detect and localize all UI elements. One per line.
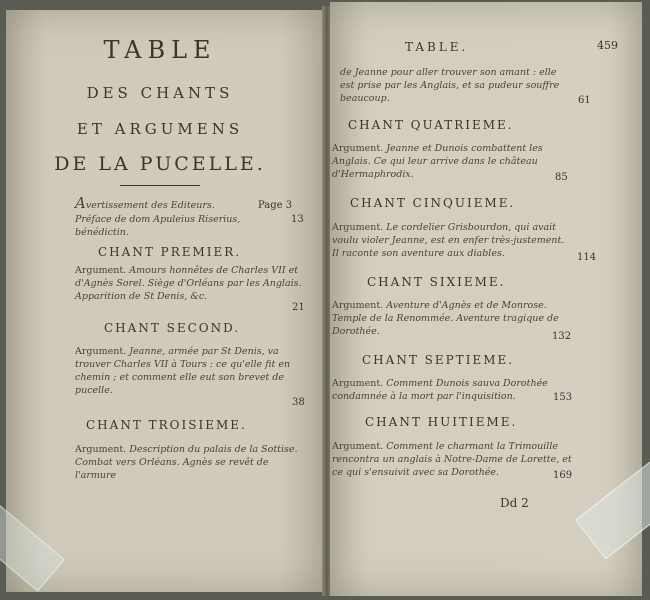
chant-page: 85 (555, 172, 568, 183)
chant-argument (332, 377, 573, 403)
argument-lead: Argument. (75, 444, 127, 455)
chant-heading: CHANT HUITIEME. (365, 415, 518, 429)
chant-argument (75, 345, 307, 397)
chant-page: 169 (553, 470, 573, 481)
argument-lead: Argument. (332, 378, 384, 389)
front-entry-text: vertissement des Editeurs. (85, 200, 215, 211)
argument-text: Comment le charmant la Trimouille rencontra un anglais à Notre-Dame de Lorette, et ce qui s'ensuivit avec sa Dorothée. (332, 441, 572, 478)
argument-text: Jeanne et Dunois combattent les Anglais. Ce qui leur arrive dans le château d'Hermaphrodix. (332, 143, 543, 180)
chant-heading: CHANT CINQUIEME. (350, 196, 516, 210)
front-entry-page: Page 3 (258, 200, 293, 211)
front-entry-preface: Préface de dom Apuleius Riserius, bénédictin. (75, 214, 241, 238)
argument-text: Comment Dunois sauva Dorothée condamnée à la mort par l'inquisition. (332, 378, 548, 402)
argument-text: Jeanne, armée par St Denis, va trouver Charles VII à Tours : ce qu'elle fit en chemin ; et comment elle eut son brevet de pucelle. (75, 346, 291, 396)
signature-mark: Dd 2 (500, 496, 529, 510)
argument-lead: Argument. (332, 441, 384, 452)
argument-text: Amours honnêtes de Charles VII et d'Agnès Sorel. Siège d'Orléans par les Anglais. Apparition de St Denis, &c. (75, 265, 302, 302)
argument-lead: Argument. (332, 222, 384, 233)
argument-text: Le cordelier Grisbourdon, qui avait voulu violer Jeanne, est en enfer très-justement. Il raconte son aventure aux diables. (332, 222, 565, 259)
continuation-text: de Jeanne pour aller trouver son amant : elle est prise par les Anglais, et sa pudeur souffre beaucoup. (340, 67, 560, 104)
subtitle-de-la-pucelle: DE LA PUCELLE. (54, 153, 266, 175)
running-title: TABLE. (405, 40, 469, 54)
chant-argument (75, 443, 307, 482)
subtitle-et-argumens: ET ARGUMENS (76, 120, 244, 138)
chant-heading: CHANT SECOND. (104, 321, 241, 335)
argument-text: Description du palais de la Sottise. Combat vers Orléans. Agnès se revêt de l'armure (75, 444, 298, 481)
chant-page: 21 (292, 302, 305, 313)
chant-page: 132 (552, 331, 572, 342)
argument-lead: Argument. (332, 143, 384, 154)
chant-argument (332, 440, 572, 479)
folio-number: 459 (597, 39, 618, 52)
chant-page: 38 (292, 397, 305, 408)
table-title: TABLE (103, 36, 217, 64)
chant-heading: CHANT SIXIEME. (367, 275, 506, 289)
argument-lead: Argument. (75, 346, 127, 357)
chant-page: 114 (577, 252, 597, 263)
argument-text: Aventure d'Agnès et de Monrose. Temple de la Renommée. Aventure tragique de Dorothée. (332, 300, 559, 337)
argument-lead: Argument. (75, 265, 127, 276)
chant-argument (75, 264, 307, 303)
chant-argument (332, 142, 570, 181)
dropcap: A (75, 194, 86, 212)
front-entry-avertissement (75, 194, 285, 212)
argument-lead: Argument. (332, 300, 384, 311)
chant-page: 153 (553, 392, 573, 403)
front-entry-page: 13 (291, 214, 304, 225)
title-rule (120, 185, 200, 186)
chant-heading: CHANT QUATRIEME. (348, 118, 514, 132)
chant-heading: CHANT SEPTIEME. (362, 353, 515, 367)
chant-heading: CHANT TROISIEME. (86, 418, 247, 432)
subtitle-des-chants: DES CHANTS (86, 84, 234, 102)
chant-heading: CHANT PREMIER. (98, 245, 242, 259)
continuation-page: 61 (578, 95, 591, 106)
chant-argument (332, 299, 570, 338)
chant-argument (332, 221, 570, 260)
